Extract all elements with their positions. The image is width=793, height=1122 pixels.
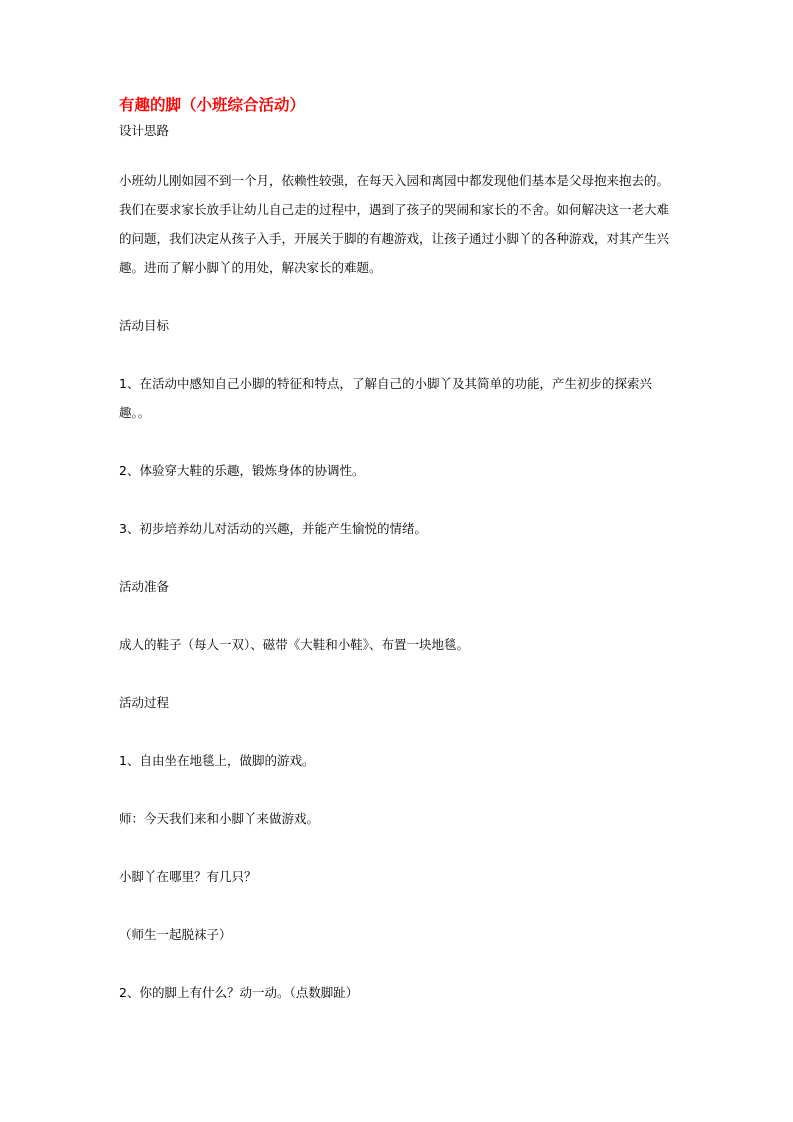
spacer (119, 543, 675, 572)
section-heading-prep: 活动准备 (119, 579, 170, 594)
goal-item-1: 1、在活动中感知自己小脚的特征和特点，了解自己的小脚丫及其简单的功能，产生初步的探索兴趣。。 (119, 376, 652, 420)
action-line: （师生一起脱袜子） (119, 927, 232, 942)
question-line: 小脚丫在哪里？有几只？ (119, 869, 257, 884)
document-body (119, 94, 675, 1007)
spacer (119, 717, 675, 746)
prep-paragraph: 成人的鞋子（每人一双）、磁带《大鞋和小鞋》、布置一块地毯。 (119, 637, 470, 652)
spacer (119, 833, 675, 862)
spacer (119, 949, 675, 978)
document-title: 有趣的脚（小班综合活动） (119, 95, 306, 114)
spacer (119, 340, 675, 369)
goal-item-3: 3、初步培养幼儿对活动的兴趣，并能产生愉悦的情绪。 (119, 521, 427, 536)
spacer (119, 891, 675, 920)
spacer (119, 427, 675, 456)
section-heading-process: 活动过程 (119, 695, 170, 710)
spacer (119, 282, 675, 311)
goal-item-2: 2、体验穿大鞋的乐趣，锻炼身体的协调性。 (119, 463, 365, 478)
spacer (119, 485, 675, 514)
teacher-line: 师：今天我们来和小脚丫来做游戏。 (119, 811, 320, 826)
section-heading-design: 设计思路 (119, 123, 170, 138)
design-paragraph: 小班幼儿刚如园不到一个月，依赖性较强，在每天入园和离园中都发现他们基本是父母抱来抱去的。我们在要求家长放手让幼儿自己走的过程中，遇到了孩子的哭闹和家长的不舍。如何解决这一老大难的问题，我们决定从孩子入手，开展关于脚的有趣游戏，让孩子通过小脚丫的各种游戏，对其产生兴趣。进而了解小脚丫的用处，解决家长的难题。 (119, 173, 670, 275)
process-step-2: 2、你的脚上有什么？动一动。（点数脚趾） (119, 985, 359, 1000)
section-heading-goals: 活动目标 (119, 318, 170, 333)
process-step-1: 1、自由坐在地毯上，做脚的游戏。 (119, 753, 315, 768)
spacer (119, 145, 675, 166)
spacer (119, 601, 675, 630)
spacer (119, 775, 675, 804)
spacer (119, 659, 675, 688)
